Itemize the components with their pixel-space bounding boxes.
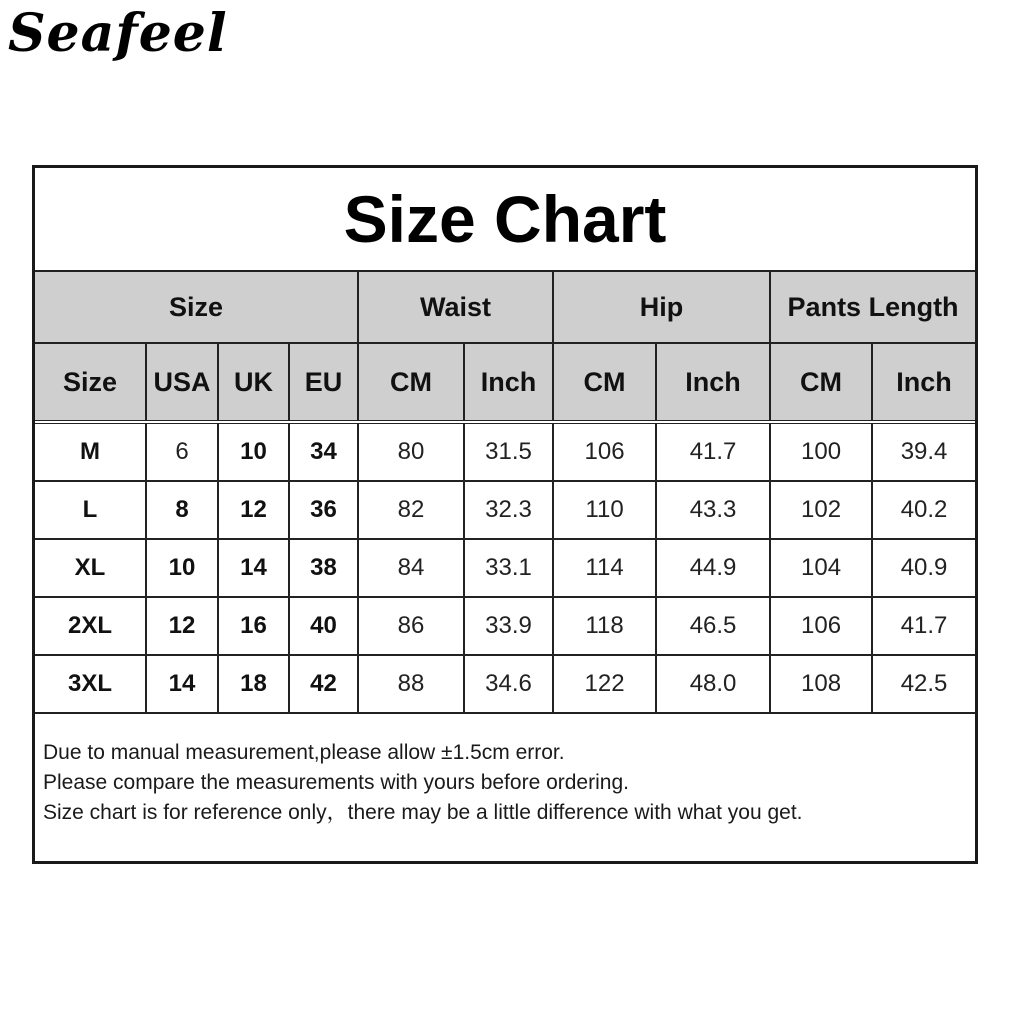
cell-waist-inch: 33.1 [464,539,553,597]
table-row [35,422,975,481]
cell-eu: 36 [289,481,358,539]
size-chart [32,165,978,864]
group-header-hip: Hip [553,272,770,343]
cell-length-inch: 39.4 [872,422,975,481]
cell-length-cm: 104 [770,539,872,597]
cell-length-cm: 100 [770,422,872,481]
cell-usa: 14 [146,655,218,713]
unit-header-hip-cm: CM [553,343,656,422]
cell-size: 3XL [35,655,146,713]
group-header-waist: Waist [358,272,553,343]
cell-hip-cm: 110 [553,481,656,539]
cell-waist-cm: 86 [358,597,464,655]
cell-waist-cm: 88 [358,655,464,713]
note-measurement-error: Due to manual measurement,please allow ±1.5cm error. [43,741,565,764]
cell-length-cm: 106 [770,597,872,655]
cell-hip-cm: 106 [553,422,656,481]
cell-usa: 12 [146,597,218,655]
cell-uk: 18 [218,655,289,713]
cell-size: XL [35,539,146,597]
cell-hip-cm: 114 [553,539,656,597]
cell-hip-inch: 48.0 [656,655,770,713]
cell-length-inch: 40.9 [872,539,975,597]
cell-length-inch: 41.7 [872,597,975,655]
unit-header-size: Size [35,343,146,422]
cell-uk: 12 [218,481,289,539]
cell-uk: 10 [218,422,289,481]
table-row [35,481,975,539]
unit-header-uk: UK [218,343,289,422]
cell-eu: 38 [289,539,358,597]
cell-usa: 8 [146,481,218,539]
table-row [35,539,975,597]
cell-hip-inch: 41.7 [656,422,770,481]
cell-waist-inch: 34.6 [464,655,553,713]
table-row [35,597,975,655]
cell-hip-inch: 43.3 [656,481,770,539]
cell-hip-inch: 46.5 [656,597,770,655]
cell-waist-cm: 84 [358,539,464,597]
cell-eu: 34 [289,422,358,481]
size-notes [43,738,963,828]
group-header-row [35,272,975,343]
cell-length-cm: 102 [770,481,872,539]
cell-length-inch: 40.2 [872,481,975,539]
note-reference-only: Size chart is for reference only，there may be a little difference with what you get. [43,801,803,824]
size-table [35,272,975,714]
cell-eu: 42 [289,655,358,713]
cell-waist-inch: 33.9 [464,597,553,655]
unit-header-waist-inch: Inch [464,343,553,422]
cell-length-inch: 42.5 [872,655,975,713]
unit-header-hip-inch: Inch [656,343,770,422]
cell-usa: 10 [146,539,218,597]
unit-header-waist-cm: CM [358,343,464,422]
group-header-size: Size [35,272,358,343]
unit-header-eu: EU [289,343,358,422]
group-header-pants-length: Pants Length [770,272,975,343]
unit-header-usa: USA [146,343,218,422]
cell-usa: 6 [146,422,218,481]
brand-logo: Seafeel [8,3,228,64]
cell-waist-cm: 80 [358,422,464,481]
note-compare-measurements: Please compare the measurements with yours before ordering. [43,771,629,794]
cell-waist-inch: 31.5 [464,422,553,481]
cell-hip-inch: 44.9 [656,539,770,597]
unit-header-length-cm: CM [770,343,872,422]
table-row [35,655,975,713]
cell-length-cm: 108 [770,655,872,713]
cell-uk: 16 [218,597,289,655]
cell-size: M [35,422,146,481]
unit-header-row [35,343,975,422]
cell-eu: 40 [289,597,358,655]
unit-header-length-inch: Inch [872,343,975,422]
cell-size: L [35,481,146,539]
cell-uk: 14 [218,539,289,597]
cell-hip-cm: 118 [553,597,656,655]
cell-size: 2XL [35,597,146,655]
chart-title: Size Chart [35,168,975,272]
cell-waist-inch: 32.3 [464,481,553,539]
cell-hip-cm: 122 [553,655,656,713]
cell-waist-cm: 82 [358,481,464,539]
